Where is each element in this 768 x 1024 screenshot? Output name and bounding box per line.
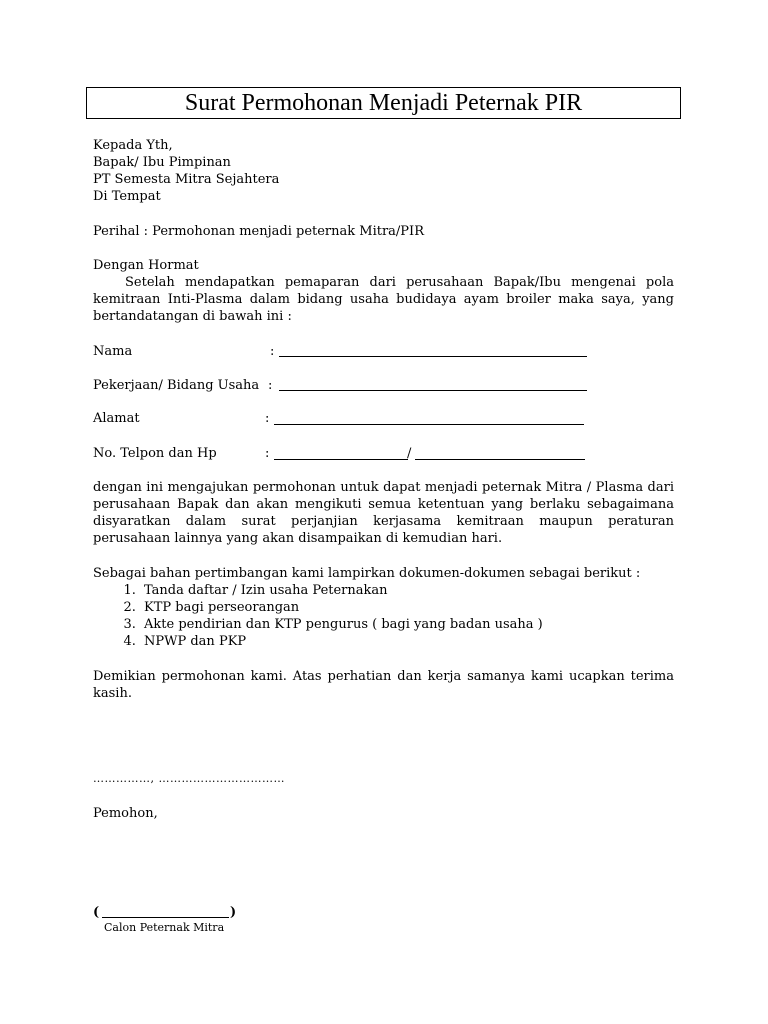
signature-caption: Calon Peternak Mitra xyxy=(104,921,225,934)
intro-paragraph: Setelah mendapatkan pemaparan dari perusahaan Bapak/Ibu mengenai pola kemitraan Inti-Plasma dalam bidang usaha budidaya ayam broiler maka saya, yang bertandatangan di bawah ini : xyxy=(93,275,674,324)
attachments-list xyxy=(117,582,543,650)
recipient-line-4: Di Tempat xyxy=(93,189,161,204)
field-label-name: Nama xyxy=(93,344,133,359)
statement-paragraph: dengan ini mengajukan permohonan untuk dapat menjadi peternak Mitra / Plasma dari perusahaan Bapak dan akan mengikuti semua ketentuan yang berlaku sebagaimana disyaratkan dalam surat perjanjian kerjasama kemitraan maupun peraturan perusahaan lainnya yang akan disampaikan di kemudian hari. xyxy=(93,480,674,546)
list-item: 1. Tanda daftar / Izin usaha Peternakan xyxy=(140,582,543,599)
recipient-line-1: Kepada Yth, xyxy=(93,138,173,153)
subject-line: Perihal : Permohonan menjadi peternak Mitra/PIR xyxy=(93,224,424,239)
letter-title: Surat Permohonan Menjadi Peternak PIR xyxy=(184,90,583,116)
name-input-line[interactable] xyxy=(279,356,587,357)
field-colon: : xyxy=(265,446,270,461)
list-item: 2. KTP bagi perseorangan xyxy=(140,599,543,616)
list-item: 3. Akte pendirian dan KTP pengurus ( bagi yang badan usaha ) xyxy=(140,616,543,633)
field-label-phone: No. Telpon dan Hp xyxy=(93,446,217,461)
title-box xyxy=(86,87,681,119)
signature-line[interactable] xyxy=(102,917,229,918)
phone-input-line[interactable] xyxy=(274,459,408,460)
signature-open-paren: ( xyxy=(93,905,100,920)
recipient-line-3: PT Semesta Mitra Sejahtera xyxy=(93,172,280,187)
attachments-intro: Sebagai bahan pertimbangan kami lampirkan dokumen-dokumen sebagai berikut : xyxy=(93,566,641,581)
signature-close-paren: ) xyxy=(230,905,237,920)
list-item: 4. NPWP dan PKP xyxy=(140,633,543,650)
field-colon: : xyxy=(265,411,270,426)
field-colon: : xyxy=(268,378,273,393)
applicant-label: Pemohon, xyxy=(93,806,158,821)
field-label-address: Alamat xyxy=(93,411,140,426)
recipient-line-2: Bapak/ Ibu Pimpinan xyxy=(93,155,231,170)
job-input-line[interactable] xyxy=(279,390,587,391)
mobile-input-line[interactable] xyxy=(415,459,585,460)
greeting: Dengan Hormat xyxy=(93,258,199,273)
address-input-line[interactable] xyxy=(274,424,584,425)
field-label-job: Pekerjaan/ Bidang Usaha xyxy=(93,378,260,393)
closing-paragraph: Demikian permohonan kami. Atas perhatian dan kerja samanya kami ucapkan terima kasih. xyxy=(93,669,674,701)
phone-separator: / xyxy=(407,446,412,461)
field-colon: : xyxy=(270,344,275,359)
place-date-line[interactable]: ……………, …………………………… xyxy=(93,772,285,785)
